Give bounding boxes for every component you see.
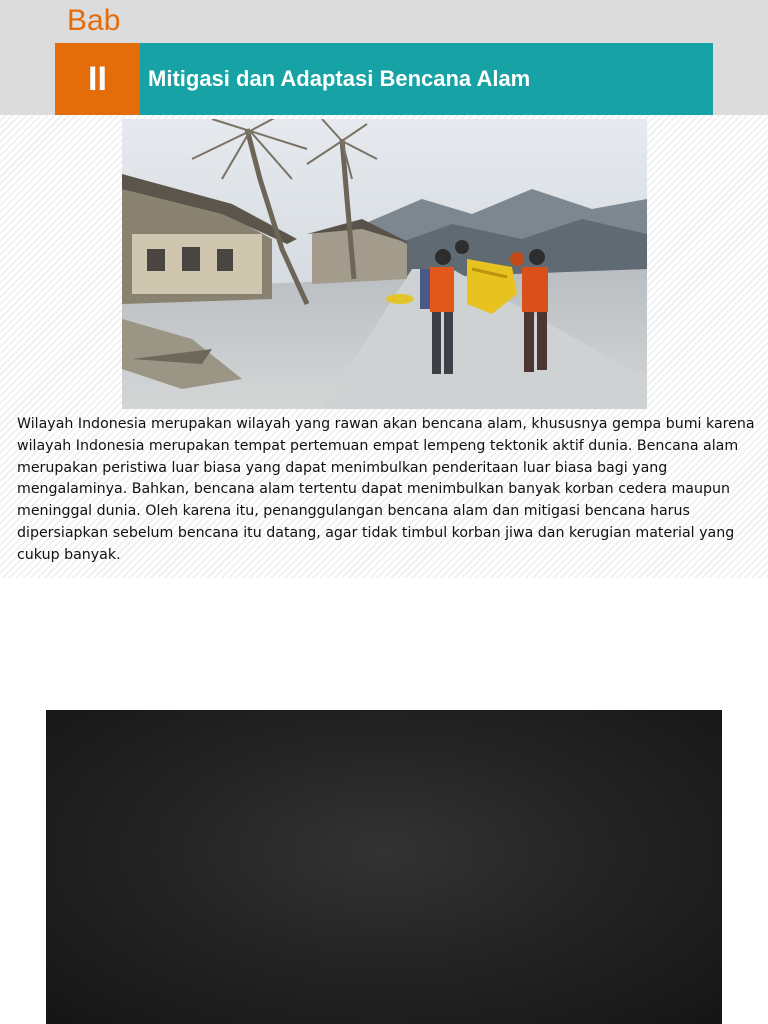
chapter-number-box — [55, 43, 140, 115]
dark-panel — [46, 710, 722, 1024]
chapter-number: II — [88, 59, 107, 98]
chapter-title: Mitigasi dan Adaptasi Bencana Alam — [148, 66, 531, 91]
bab-label: Bab — [67, 4, 121, 37]
disaster-photo — [122, 119, 647, 409]
intro-paragraph: Wilayah Indonesia merupakan wilayah yang rawan akan bencana alam, khususnya gempa bumi karena wilayah Indonesia merupakan tempat pertemuan empat lempeng tektonik aktif dunia. Bencana alam merupakan peristiwa luar biasa yang dapat menimbulkan penderitaan luar biasa bagi yang mengalaminya. Bahkan, bencana alam tertentu dapat menimbulkan banyak korban cedera maupun meninggal dunia. Oleh karena itu, penanggulangan bencana alam dan mitigasi bencana harus dipersiapkan sebelum bencana itu datang, agar tidak timbul korban jiwa dan kerugian material yang cukup banyak. — [17, 416, 755, 563]
chapter-title-bar — [140, 43, 713, 115]
